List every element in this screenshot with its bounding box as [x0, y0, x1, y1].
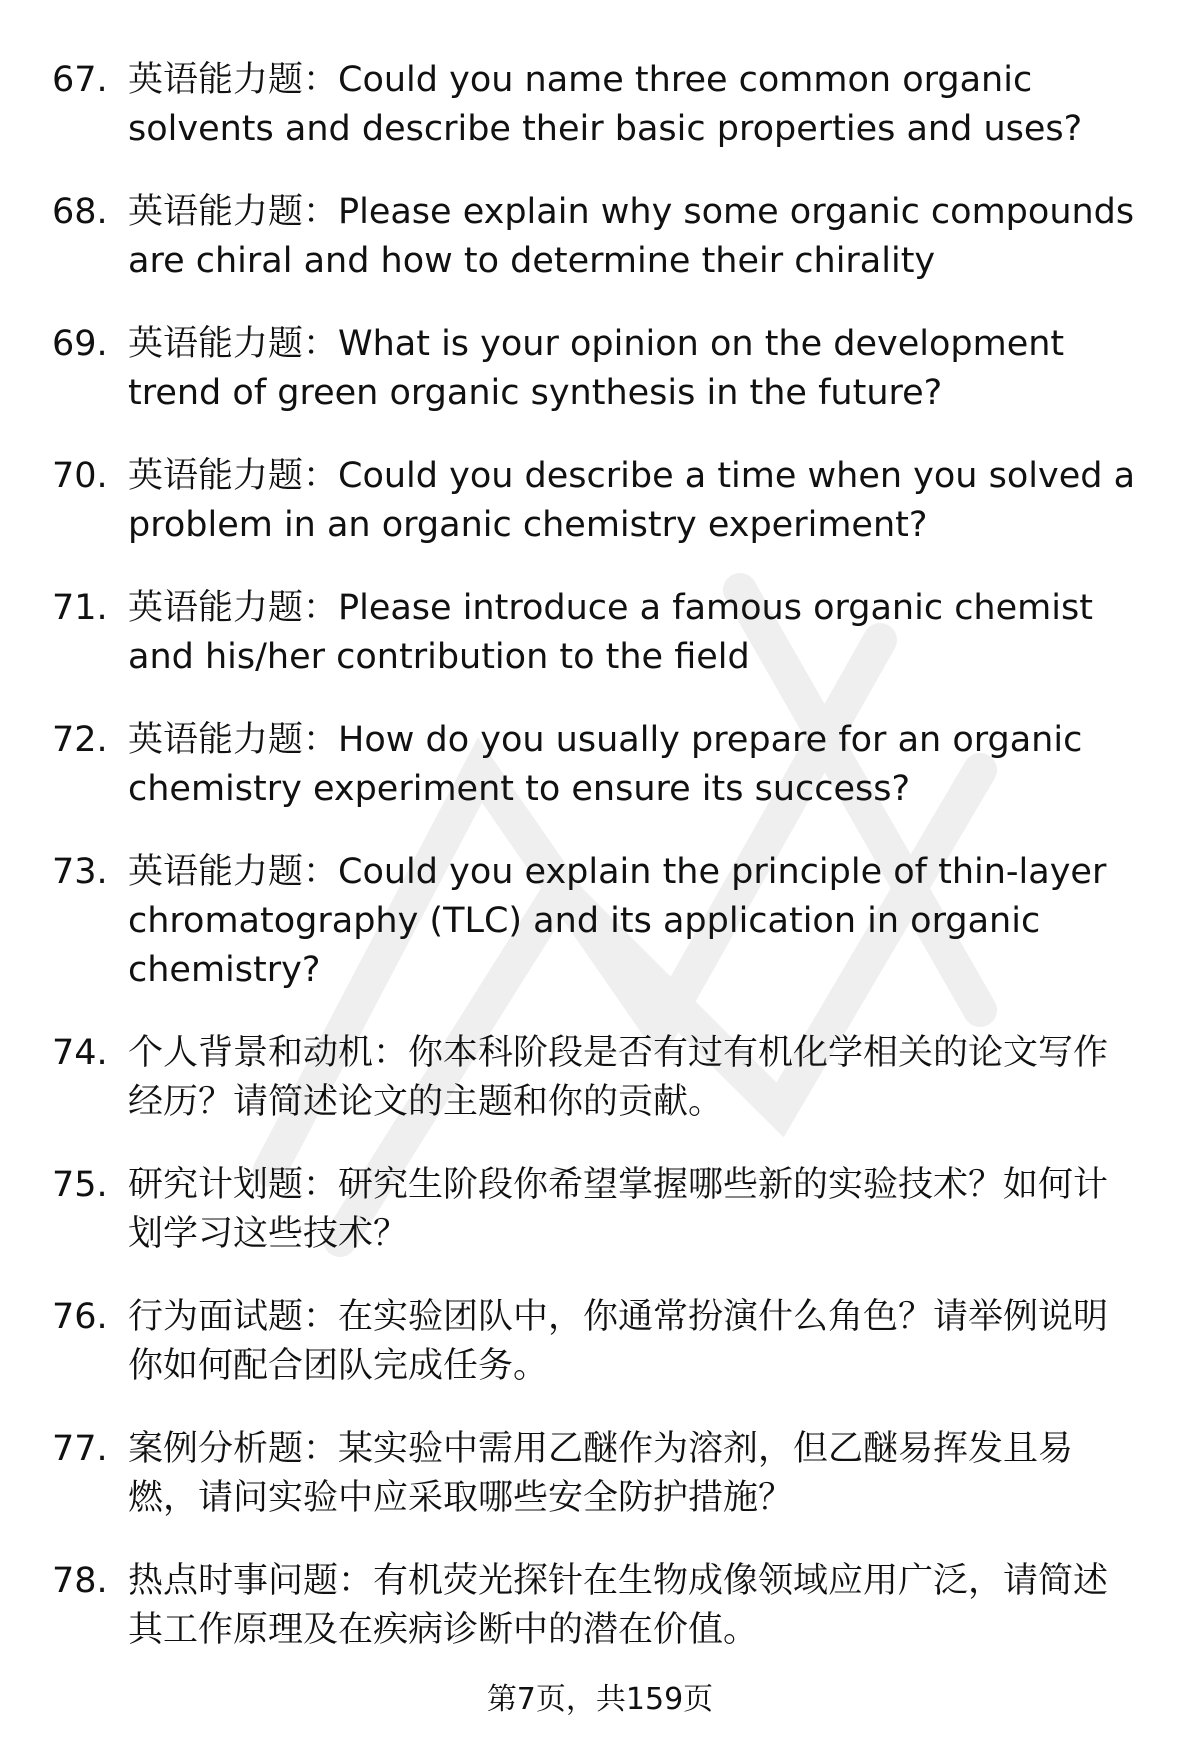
question-text: 热点时事问题：有机荧光探针在生物成像领域应用广泛，请简述 其工作原理及在疾病诊断中的潜在价值。 [128, 1561, 1109, 1650]
question-number: 72. [52, 720, 108, 760]
question-number: 67. [52, 60, 108, 100]
question-text: 个人背景和动机：你本科阶段是否有过有机化学相关的论文写作 经历？请简述论文的主题和你的贡献。 [128, 1033, 1109, 1122]
question-text: 研究计划题：研究生阶段你希望掌握哪些新的实验技术？如何计 划学习这些技术？ [128, 1165, 1109, 1254]
question-text: 英语能力题：Could you describe a time when you solved a problem in an organic chemistry experiment? [128, 456, 1136, 545]
question-number: 78. [52, 1561, 108, 1601]
question-number: 75. [52, 1165, 108, 1205]
question-text: 英语能力题：Could you explain the principle of thin-layer chromatography (TLC) and its application in organic chemistry? [128, 852, 1107, 990]
question-number: 77. [52, 1429, 108, 1469]
question-number: 69. [52, 324, 108, 364]
question-text: 英语能力题：Could you name three common organic solvents and describe their basic properties and uses? [128, 60, 1083, 149]
question-text: 英语能力题：How do you usually prepare for an organic chemistry experiment to ensure its success? [128, 720, 1083, 809]
question-text: 英语能力题：What is your opinion on the development trend of green organic synthesis in the future? [128, 324, 1065, 413]
question-text: 行为面试题：在实验团队中，你通常扮演什么角色？请举例说明 你如何配合团队完成任务。 [128, 1297, 1109, 1386]
question-number: 74. [52, 1033, 108, 1073]
page-footer: 第7页，共159页 [486, 1682, 714, 1717]
question-text: 案例分析题：某实验中需用乙醚作为溶剂，但乙醚易挥发且易 燃，请问实验中应采取哪些安全防护措施？ [128, 1429, 1074, 1518]
question-number: 70. [52, 456, 108, 496]
question-number: 73. [52, 852, 108, 892]
question-text: 英语能力题：Please explain why some organic compounds are chiral and how to determine their chirality [128, 192, 1135, 281]
question-number: 68. [52, 192, 108, 232]
question-number: 76. [52, 1297, 108, 1337]
question-number: 71. [52, 588, 108, 628]
question-text: 英语能力题：Please introduce a famous organic chemist and his/her contribution to the field [128, 588, 1093, 677]
